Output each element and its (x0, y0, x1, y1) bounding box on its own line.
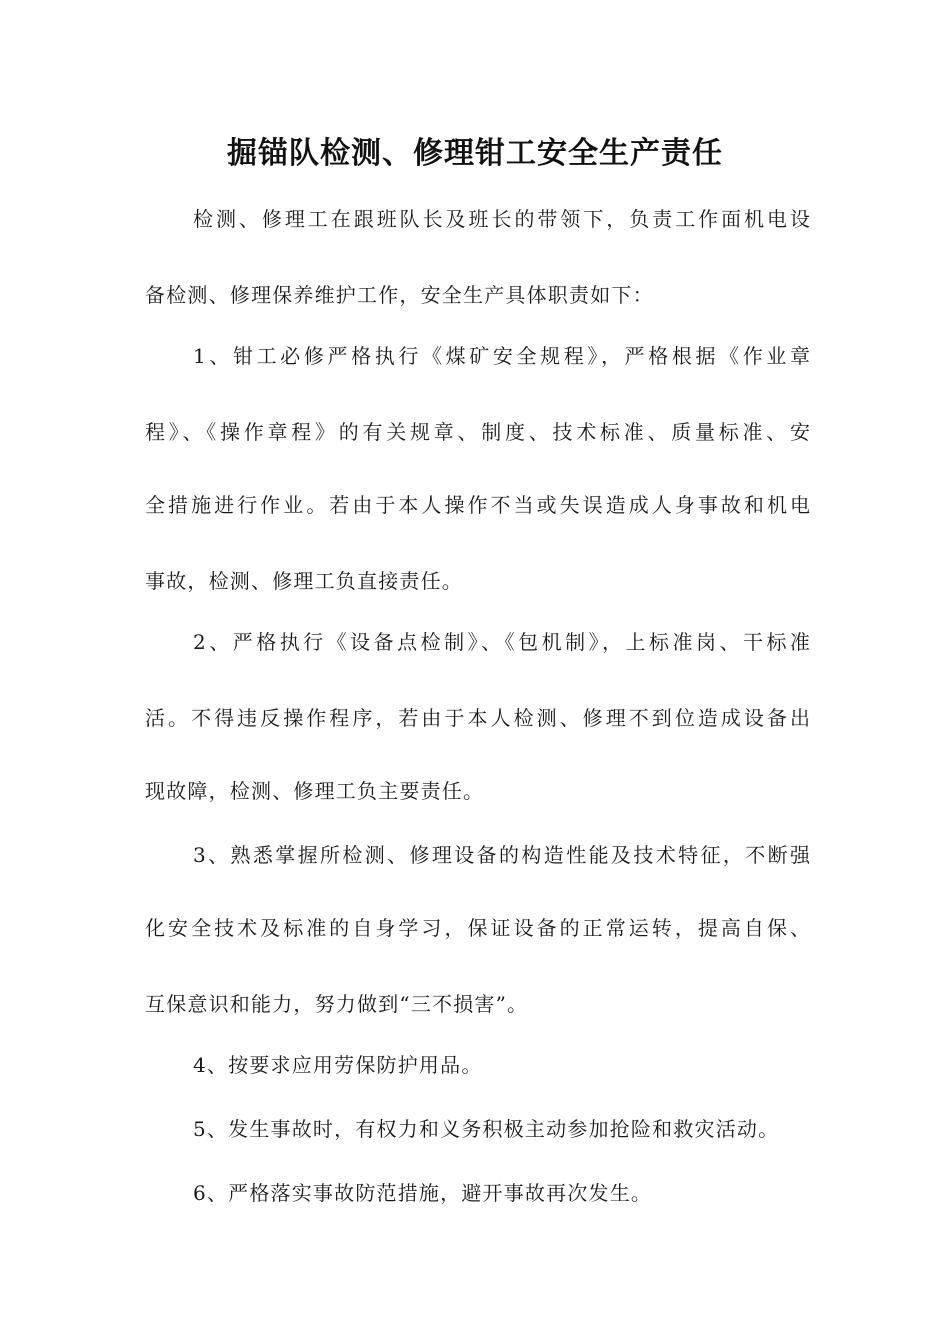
body-line: 2、严格执行《设备点检制》、《包机制》，上标准岗、干标准 (193, 630, 810, 654)
body-line: 事故，检测、修理工负直接责任。 (145, 569, 463, 593)
body-line: 全措施进行作业。若由于本人操作不当或失误造成人身事故和机电 (145, 493, 810, 517)
document-title: 掘锚队检测、修理钳工安全生产责任 (227, 136, 723, 171)
body-line: 6、严格落实事故防范措施，避开事故再次发生。 (193, 1181, 653, 1205)
body-line: 4、按要求应用劳保防护用品。 (193, 1053, 483, 1077)
body-line: 活。不得违反操作程序，若由于本人检测、修理不到位造成设备出 (145, 706, 810, 730)
body-line: 备检测、修理保养维护工作，安全生产具体职责如下： (145, 283, 654, 307)
body-line: 程》、《操作章程》的有关规章、制度、技术标准、质量标准、安 (145, 420, 810, 444)
body-line: 3、熟悉掌握所检测、修理设备的构造性能及技术特征，不断强 (193, 843, 810, 867)
body-line: 现故障，检测、修理工负主要责任。 (145, 779, 485, 803)
body-line: 化安全技术及标准的自身学习，保证设备的正常运转，提高自保、 (145, 916, 810, 940)
body-line: 5、发生事故时，有权力和义务积极主动参加抢险和救灾活动。 (193, 1117, 780, 1141)
body-line: 1、钳工必修严格执行《煤矿安全规程》，严格根据《作业章 (193, 344, 810, 368)
body-line: 互保意识和能力，努力做到“三不损害”。 (145, 992, 529, 1016)
body-line: 检测、修理工在跟班队长及班长的带领下，负责工作面机电设 (193, 207, 810, 231)
